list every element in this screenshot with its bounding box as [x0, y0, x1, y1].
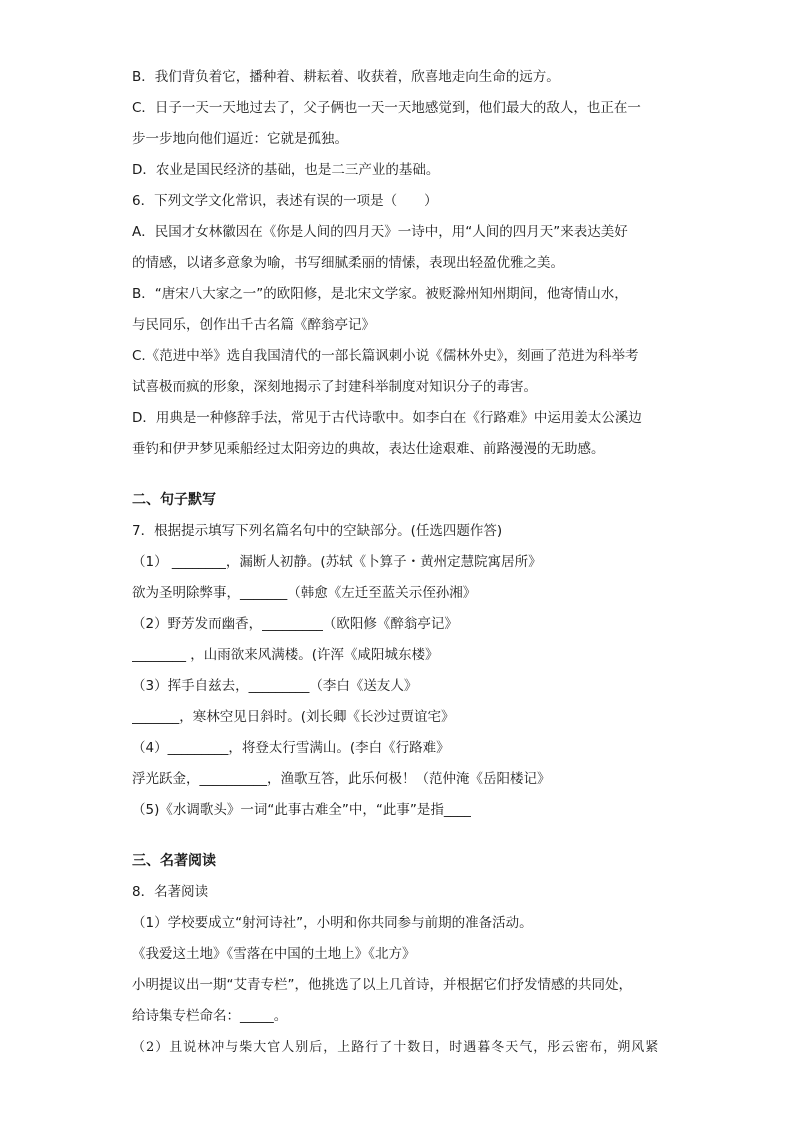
section-title: 二、句子默写 — [132, 492, 216, 508]
option-c-continued: 步一步地向他们逼近：它就是孤独。 — [132, 131, 348, 147]
reading-line: 小明提议出一期“艾青专栏”，他挑选了以上几首诗，并根据它们抒发情感的共同处， — [132, 977, 632, 993]
reading-line: 《我爱这土地》《雪落在中国的土地上》《北方》 — [132, 946, 416, 962]
dictation-line: （1） ________，漏断人初静。(苏轼《卜算子・黄州定慧院寓居所》 — [132, 554, 542, 570]
option-b: B．“唐宋八大家之一”的欧阳修，是北宋文学家。被贬滁州知州期间，他寄情山水， — [132, 286, 628, 302]
section-sentence-dictation — [132, 485, 662, 826]
excerpt-line: （2）且说林冲与柴大官人别后，上路行了十数日，时遇暮冬天气，彤云密布，朔风紧 — [132, 1040, 660, 1055]
option-c: C.《范进中举》选自我国清代的一部长篇讽刺小说《儒林外史》，刻画了范进为科举考 — [132, 348, 639, 364]
option-a-continued: 的情感，以诸多意象为喻，书写细腻柔丽的情愫，表现出轻盈优雅之美。 — [132, 255, 564, 271]
section-spacer — [132, 465, 662, 485]
option-d: D．用典是一种修辞手法，常见于古代诗歌中。如李白在《行路难》中运用姜太公溪边 — [132, 410, 642, 426]
option-c-continued: 试喜极而疯的形象，深刻地揭示了封建科举制度对知识分子的毒害。 — [132, 379, 537, 395]
option-d-continued: 垂钓和伊尹梦见乘船经过太阳旁边的典故，表达仕途艰难、前路漫漫的无助感。 — [132, 441, 605, 457]
dictation-line: （5)《水调歌头》一词“此事古难全”中，“此事”是指____ — [132, 802, 471, 818]
option-b: B．我们背负着它，播种着、耕耘着、收获着，欣喜地走向生命的远方。 — [132, 69, 560, 85]
dictation-line: _______，寒林空见日斜时。(刘长卿《长沙过贾谊宅》 — [132, 709, 455, 725]
exam-page — [132, 62, 662, 1063]
option-d: D．农业是国民经济的基础，也是二三产业的基础。 — [132, 162, 440, 178]
dictation-line: （4）_________，将登太行雪满山。(李白《行路难》 — [132, 740, 450, 756]
question-stem: 6．下列文学文化常识，表述有误的一项是（ ） — [132, 193, 438, 209]
question-stem: 8．名著阅读 — [132, 884, 209, 900]
question-5-options — [132, 62, 662, 186]
section-spacer — [132, 826, 662, 846]
dictation-line: （2）野芳发而幽香，_________（欧阳修《醉翁亭记》 — [132, 616, 458, 632]
question-stem: 7．根据提示填写下列名篇名句中的空缺部分。(任选四题作答) — [132, 523, 503, 539]
question-6 — [132, 186, 662, 465]
dictation-line: 欲为圣明除弊事，_______（韩愈《左迁至蓝关示侄孙湘》 — [132, 585, 477, 601]
reading-line: 给诗集专栏命名：_____。 — [132, 1008, 288, 1024]
option-c: C．日子一天一天地过去了，父子俩也一天一天地感觉到，他们最大的敌人，也正在一 — [132, 100, 641, 116]
section-title: 三、名著阅读 — [132, 853, 216, 869]
dictation-line: （3）挥手自兹去，_________（李白《送友人》 — [132, 678, 418, 694]
reading-line: （1）学校要成立“射河诗社”，小明和你共同参与前期的准备活动。 — [132, 915, 533, 931]
dictation-line: 浮光跃金，__________，渔歌互答，此乐何极！（范仲淹《岳阳楼记》 — [132, 771, 551, 787]
section-classic-reading — [132, 846, 662, 1063]
option-b-continued: 与民同乐，创作出千古名篇《醉翁亭记》 — [132, 317, 375, 333]
option-a: A．民国才女林徽因在《你是人间的四月天》一诗中，用“人间的四月天”来表达美好 — [132, 224, 628, 240]
dictation-line: ________ ，山雨欲来风满楼。(许浑《咸阳城东楼》 — [132, 647, 439, 663]
